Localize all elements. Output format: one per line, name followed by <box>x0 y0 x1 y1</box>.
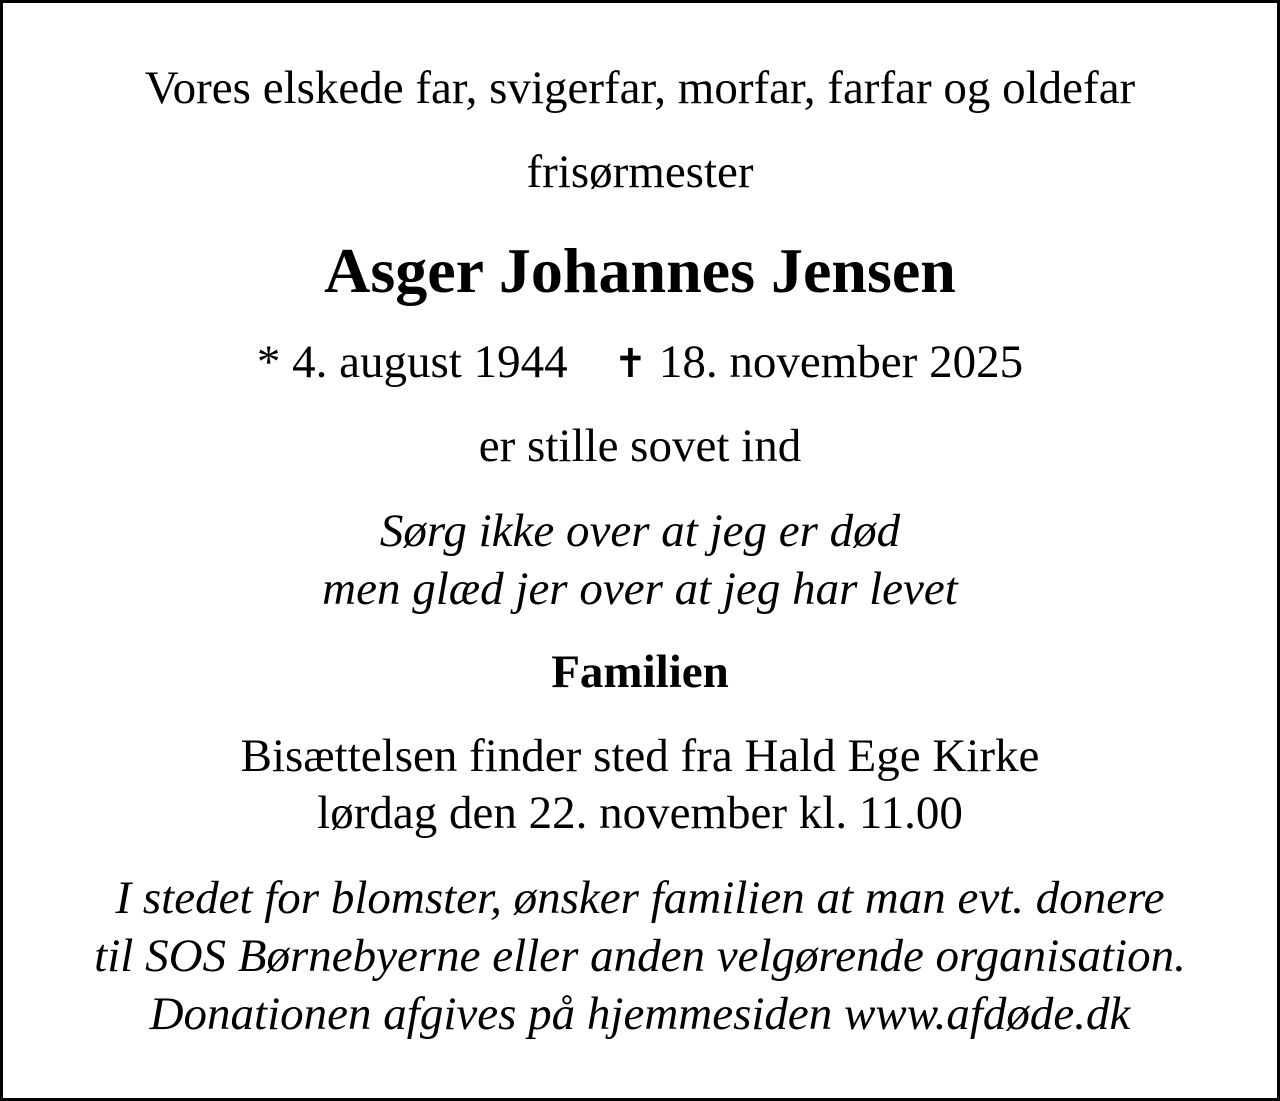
donation-line-2: til SOS Børnebyerne eller anden velgørende organisation. <box>94 930 1186 982</box>
verse-line-2: men glæd jer over at jeg har levet <box>322 563 958 615</box>
birth-date: * 4. august 1944 <box>256 336 568 388</box>
deceased-name: Asger Johannes Jensen <box>324 235 956 306</box>
donation-line-3: Donationen afgives på hjemmesiden www.afdøde.dk <box>149 988 1131 1040</box>
intro-text: Vores elskede far, svigerfar, morfar, farfar og oldefar <box>144 62 1136 114</box>
verse-line-1: Sørg ikke over at jeg er død <box>379 505 901 557</box>
service-line-2: lørdag den 22. november kl. 11.00 <box>317 787 963 839</box>
dates-line <box>3 336 1277 388</box>
passed-text: er stille sovet ind <box>478 420 802 472</box>
cross-icon: ✝ <box>613 341 648 387</box>
service-line-1: Bisættelsen finder sted fra Hald Ege Kirke <box>240 730 1040 782</box>
death-date: 18. november 2025 <box>658 336 1024 388</box>
occupation-title: frisørmester <box>526 146 754 198</box>
donation-line-1: I stedet for blomster, ønsker familien at man evt. donere <box>115 872 1165 924</box>
family-signature: Familien <box>551 646 729 698</box>
